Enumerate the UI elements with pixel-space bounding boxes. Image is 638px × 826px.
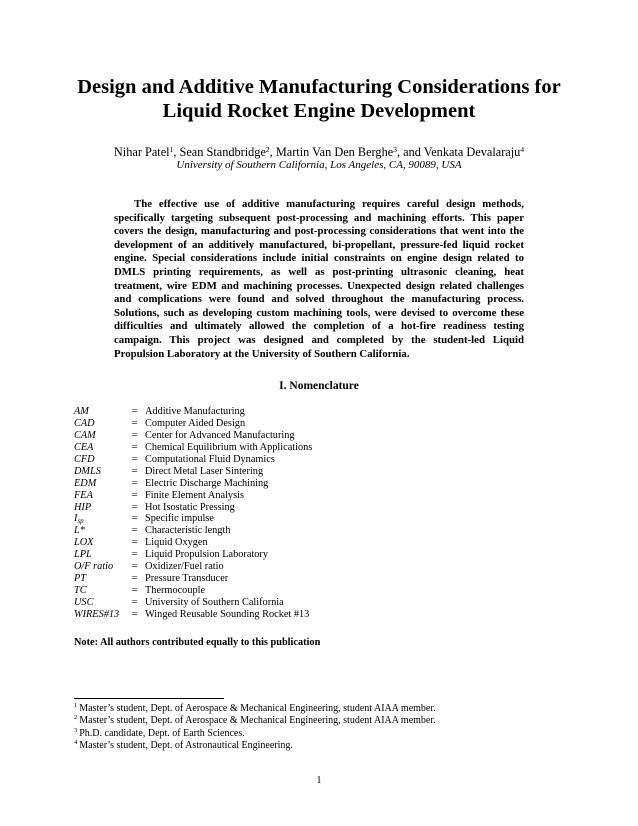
nomenclature-symbol: [74, 430, 124, 442]
nomenclature-definition: Hot Isostatic Pressing: [145, 501, 235, 513]
author-affiliation-mark: 1: [169, 145, 174, 154]
nomenclature-row: [74, 597, 312, 609]
footnote-mark: 2: [74, 714, 78, 722]
nomenclature-definition: Finite Element Analysis: [145, 489, 244, 501]
nomenclature-row: [74, 561, 312, 573]
nomenclature-row: [74, 549, 312, 561]
nomenclature-symbol: [74, 466, 124, 478]
nomenclature-symbol-text: I: [74, 513, 78, 525]
nomenclature-equals: =: [131, 549, 138, 561]
nomenclature-table: [74, 406, 312, 621]
nomenclature-equals: =: [131, 573, 138, 585]
footnote: [74, 728, 574, 740]
nomenclature-row: [74, 513, 312, 525]
author-affiliation-mark: 2: [265, 145, 270, 154]
nomenclature-equals: =: [131, 525, 138, 537]
nomenclature-symbol-text: WIRES#13: [74, 608, 120, 620]
nomenclature-definition: Electric Discharge Machining: [145, 477, 269, 489]
nomenclature-symbol-text: CEA: [74, 441, 94, 453]
nomenclature-symbol: [74, 442, 124, 454]
author-list: [40, 145, 598, 160]
nomenclature-symbol: [74, 561, 124, 573]
footnote-text: Master’s student, Dept. of Astronautical Engineering.: [79, 739, 293, 751]
nomenclature-equals: =: [131, 537, 138, 549]
nomenclature-definition: University of Southern California: [145, 597, 284, 608]
nomenclature-definition: Computer Aided Design: [145, 417, 246, 429]
nomenclature-row: [74, 466, 312, 478]
nomenclature-equals: =: [131, 585, 138, 597]
author-name: Nihar Patel: [113, 145, 170, 159]
nomenclature-symbol: [74, 549, 124, 561]
nomenclature-equals: =: [131, 489, 138, 501]
nomenclature-definition: Direct Metal Laser Sintering: [145, 465, 264, 477]
nomenclature-equals: =: [131, 513, 138, 525]
nomenclature-definition: Center for Advanced Manufacturing: [145, 429, 295, 441]
nomenclature-equals: =: [131, 608, 138, 620]
nomenclature-symbol: [74, 490, 124, 502]
nomenclature-symbol-text: PT: [74, 573, 87, 585]
nomenclature-definition: Computational Fluid Dynamics: [145, 453, 275, 465]
nomenclature-symbol-text: LPL: [74, 549, 92, 561]
nomenclature-equals: =: [131, 477, 138, 489]
nomenclature-symbol: [74, 573, 124, 585]
footnotes: [74, 703, 574, 752]
nomenclature-definition: Liquid Oxygen: [145, 537, 208, 549]
paper-title-line-1: Design and Additive Manufacturing Considerations for: [77, 76, 561, 98]
nomenclature-symbol-text: HIP: [74, 501, 92, 513]
nomenclature-symbol: [74, 454, 124, 466]
nomenclature-symbol: [74, 502, 124, 514]
nomenclature-symbol-text: EDM: [74, 477, 97, 489]
nomenclature-symbol-subscript: sp: [77, 517, 84, 526]
nomenclature-definition: Thermocouple: [145, 585, 206, 597]
paper-title: [60, 76, 578, 123]
affiliation: University of Southern California, Los Angeles, CA, 90089, USA: [176, 159, 462, 171]
nomenclature-definition: Winged Reusable Sounding Rocket #13: [145, 608, 310, 620]
nomenclature-row: [74, 442, 312, 454]
nomenclature-equals: =: [131, 453, 138, 465]
nomenclature-symbol: [74, 537, 124, 549]
nomenclature-symbol-text: CAD: [74, 417, 95, 429]
nomenclature-symbol-text: USC: [74, 597, 94, 608]
footnote-divider: [74, 698, 224, 699]
nomenclature-symbol-text: LOX: [74, 537, 94, 549]
author-separator: ,: [269, 145, 276, 159]
nomenclature-symbol: [74, 406, 124, 418]
nomenclature-row: [74, 430, 312, 442]
nomenclature-definition: Oxidizer/Fuel ratio: [145, 561, 224, 573]
nomenclature-definition: Characteristic length: [145, 525, 231, 537]
nomenclature-equals: =: [131, 429, 138, 441]
page-number: 1: [316, 775, 322, 786]
abstract: [114, 198, 524, 361]
nomenclature-symbol-text: DMLS: [74, 465, 101, 477]
nomenclature-row: [74, 525, 312, 537]
nomenclature-row: [74, 502, 312, 514]
nomenclature-definition: Specific impulse: [145, 513, 214, 525]
footnote-text: Master’s student, Dept. of Aerospace & Mechanical Engineering, student AIAA member.: [79, 715, 436, 727]
nomenclature-symbol: [74, 513, 124, 525]
nomenclature-symbol-text: L*: [74, 525, 85, 537]
nomenclature-row: [74, 406, 312, 418]
author-name: Sean Standbridge: [179, 145, 266, 159]
nomenclature-equals: =: [131, 441, 138, 453]
author-separator: , and: [396, 145, 424, 159]
nomenclature-definition: Additive Manufacturing: [145, 406, 245, 417]
nomenclature-symbol-text: TC: [74, 585, 87, 597]
nomenclature-symbol: [74, 478, 124, 490]
paper-title-line-2: Liquid Rocket Engine Development: [162, 99, 476, 122]
nomenclature-equals: =: [131, 597, 138, 608]
nomenclature-row: [74, 585, 312, 597]
nomenclature-row: [74, 609, 312, 621]
footnote-mark: 4: [74, 738, 78, 746]
nomenclature-symbol-text: AM: [74, 406, 89, 417]
nomenclature-equals: =: [131, 417, 138, 429]
nomenclature-symbol: [74, 609, 124, 621]
nomenclature-symbol: [74, 585, 124, 597]
nomenclature-row: [74, 490, 312, 502]
nomenclature-definition: Pressure Transducer: [145, 573, 229, 585]
footnote-text: Master’s student, Dept. of Aerospace & Mechanical Engineering, student AIAA member.: [79, 703, 436, 714]
nomenclature-symbol-text: FEA: [74, 489, 93, 501]
author-affiliation-mark: 3: [393, 145, 397, 154]
nomenclature-symbol-text: CFD: [74, 453, 95, 465]
footnote-mark: 3: [74, 726, 78, 734]
author-affiliation-mark: 4: [520, 145, 525, 154]
author-separator: ,: [173, 145, 180, 159]
nomenclature-row: [74, 537, 312, 549]
nomenclature-definition: Chemical Equilibrium with Applications: [145, 441, 313, 453]
nomenclature-symbol: [74, 525, 124, 537]
nomenclature-equals: =: [131, 501, 138, 513]
footnote: [74, 715, 574, 727]
nomenclature-equals: =: [131, 561, 138, 573]
nomenclature-definition: Liquid Propulsion Laboratory: [145, 549, 268, 561]
nomenclature-equals: =: [131, 465, 138, 477]
nomenclature-symbol-text: CAM: [74, 429, 96, 441]
author-name: Venkata Devalaraju: [423, 145, 521, 159]
nomenclature-symbol-text: O/F ratio: [74, 561, 114, 573]
nomenclature-equals: =: [131, 406, 138, 417]
footnote-text: Ph.D. candidate, Dept. of Earth Sciences.: [79, 727, 245, 739]
nomenclature-symbol: [74, 597, 124, 609]
nomenclature-symbol: [74, 418, 124, 430]
nomenclature-row: [74, 573, 312, 585]
nomenclature-row: [74, 478, 312, 490]
section-heading-nomenclature: I. Nomenclature: [279, 380, 359, 392]
nomenclature-row: [74, 418, 312, 430]
footnote: [74, 703, 574, 715]
author-name: Martin Van Den Berghe: [275, 145, 394, 159]
author-note: Note: All authors contributed equally to this publication: [74, 637, 321, 648]
footnote: [74, 740, 574, 752]
abstract-text: The effective use of additive manufacturing requires careful design methods, specifically targeting subsequent post-processing and machining efforts. This paper covers the design, manufacturing and post-processing considerations that went into the development of an additively manufactured, bi-propellant, pressure-fed liquid rocket engine. Special considerations include initial constraints on engine design related to DMLS printing requirements, as well as post-printing ultrasonic cleaning, heat treatment, wire EDM and machining processes. Unexpected design related challenges and complications were found and solved throughout the manufacturing process. Solutions, such as developing custom machining tools, were devised to overcome these difficulties and ultimately allowed the completion of a hot-fire readiness testing campaign. This project was designed and completed by the student-led Liquid Propulsion Laboratory at the University of Southern California.: [114, 198, 524, 360]
nomenclature-row: [74, 454, 312, 466]
footnote-mark: 1: [74, 702, 78, 709]
